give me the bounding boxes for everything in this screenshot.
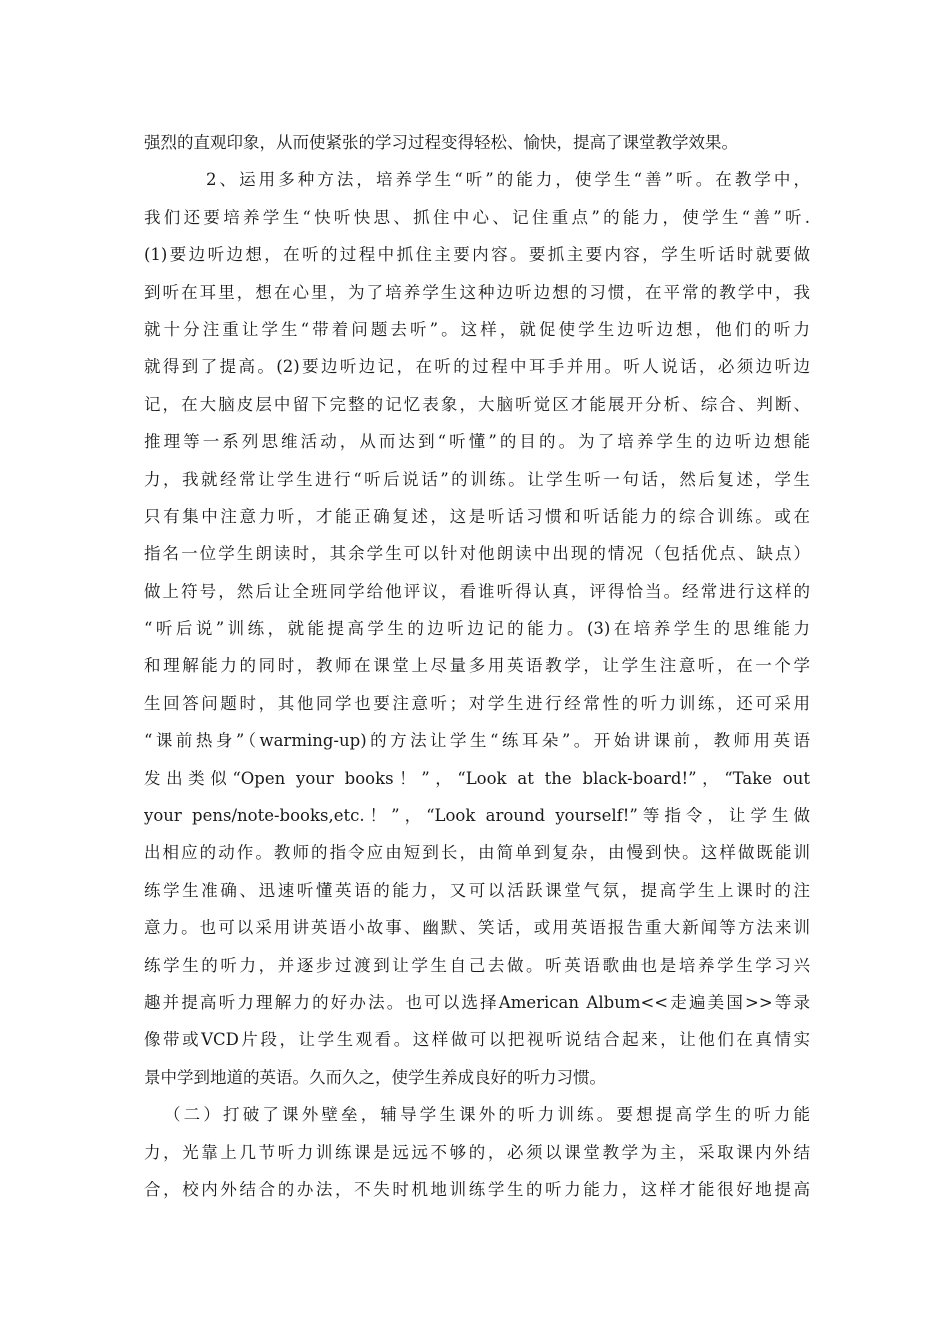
text-line: （二）打破了课外壁垒，辅导学生课外的听力训练。要想提高学生的听力能 (164, 1105, 810, 1125)
text-line: 力，光靠上几节听力训练课是远远不够的，必须以课堂教学为主，采取课内外结 (144, 1142, 810, 1162)
text-line: 景中学到地道的英语。久而久之，使学生养成良好的听力习惯。 (144, 1067, 606, 1087)
text-line: 和理解能力的同时，教师在课堂上尽量多用英语教学，让学生注意听，在一个学 (144, 656, 810, 676)
text-line: 2、运用多种方法，培养学生“听”的能力，使学生“善”听。在教学中， (206, 170, 810, 190)
text-line: 趣并提高听力理解力的好办法。也可以选择American Album<<走遍美国>>等录 (144, 992, 810, 1012)
text-line: 合，校内外结合的办法，不失时机地训练学生的听力能力，这样才能很好地提高 (144, 1179, 810, 1199)
text-line: “课前热身”（warming-up)的方法让学生“练耳朵”。开始讲课前，教师用英语 (144, 731, 810, 751)
text-line: 就十分注重让学生“带着问题去听”。这样，就促使学生边听边想，他们的听力 (144, 319, 810, 339)
text-line: 强烈的直观印象，从而使紧张的学习过程变得轻松、愉快，提高了课堂教学效果。 (144, 133, 738, 152)
text-line: 像带或VCD片段，让学生观看。这样做可以把视听说结合起来，让他们在真情实 (144, 1030, 810, 1050)
text-line: “听后说”训练，就能提高学生的边听边记的能力。(3)在培养学生的思维能力 (144, 619, 810, 639)
text-line: 到听在耳里，想在心里，为了培养学生这种边听边想的习惯，在平常的教学中，我 (144, 282, 810, 302)
text-line: 练学生准确、迅速听懂英语的能力，又可以活跃课堂气氛，提高学生上课时的注 (144, 880, 810, 900)
text-line: 生回答问题时，其他同学也要注意听；对学生进行经常性的听力训练，还可采用 (144, 693, 810, 713)
text-line: 就得到了提高。(2)要边听边记，在听的过程中耳手并用。听人说话，必须边听边 (144, 357, 810, 377)
text-line: (1)要边听边想，在听的过程中抓住主要内容。要抓主要内容，学生听话时就要做 (144, 245, 810, 265)
text-line: 出相应的动作。教师的指令应由短到长，由简单到复杂，由慢到快。这样做既能训 (144, 843, 810, 863)
text-line: 推理等一系列思维活动，从而达到“听懂”的目的。为了培养学生的边听边想能 (144, 432, 810, 452)
text-line: 记，在大脑皮层中留下完整的记忆表象，大脑听觉区才能展开分析、综合、判断、 (144, 394, 810, 414)
text-line: 只有集中注意力听，才能正确复述，这是听话习惯和听话能力的综合训练。或在 (144, 506, 810, 526)
text-line: your pens/note-books,etc.！”，“Look around yourself!”等指令，让学生做 (144, 806, 810, 826)
text-line: 发出类似“Open your books！”，“Look at the black-board!”，“Take out (144, 768, 810, 788)
text-line: 练学生的听力，并逐步过渡到让学生自己去做。听英语歌曲也是培养学生学习兴 (144, 955, 810, 975)
text-line: 意力。也可以采用讲英语小故事、幽默、笑话，或用英语报告重大新闻等方法来训 (144, 918, 810, 938)
text-line: 指名一位学生朗读时，其余学生可以针对他朗读中出现的情况（包括优点、缺点） (144, 544, 810, 564)
text-line: 力，我就经常让学生进行“听后说话”的训练。让学生听一句话，然后复述，学生 (144, 469, 810, 489)
text-line: 做上符号，然后让全班同学给他评议，看谁听得认真，评得恰当。经常进行这样的 (144, 581, 810, 601)
text-line: 我们还要培养学生“快听快思、抓住中心、记住重点”的能力，使学生“善”听. (144, 207, 810, 227)
body-text (144, 124, 810, 1208)
